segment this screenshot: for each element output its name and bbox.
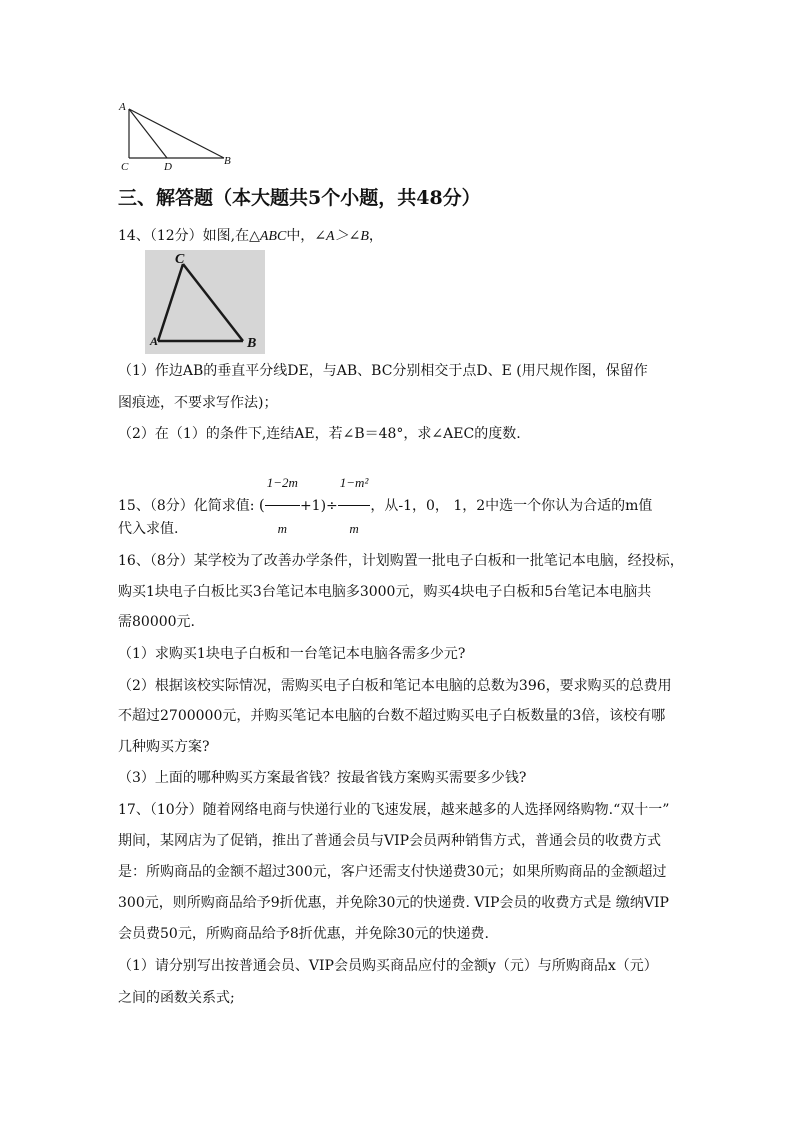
q16-line3: 需80000元.: [118, 614, 195, 630]
q15-frac1-den: m: [277, 521, 288, 536]
q14-condition: ∠A＞∠B: [314, 229, 369, 244]
q16-sub3: （3）上面的哪种购买方案最省钱？按最省钱方案购买需要多少钱?: [118, 770, 527, 786]
q14-fig-label-b: B: [247, 336, 257, 351]
q14-part1-line2: 图痕迹，不要求写作法)；: [118, 395, 278, 411]
q15-frac2-den: m: [349, 521, 359, 536]
q15-frac2-num: 1−m²: [338, 463, 371, 506]
q14-fig-label-a: A: [150, 334, 159, 348]
q16-sub2-line1: （2）根据该校实际情况，需购买电子白板和笔记本电脑的总数为396，要求购买的总费用: [118, 678, 672, 694]
q14-part2: （2）在（1）的条件下,连结AE，若∠B＝48°，求∠AEC的度数.: [118, 426, 521, 442]
q16-sub2-line3: 几种购买方案?: [118, 739, 210, 755]
fig1-label-d: D: [164, 161, 172, 173]
q15-fraction-1: [265, 463, 300, 549]
fig1-label-c: C: [121, 161, 129, 173]
q14-heading: [118, 229, 383, 244]
q14-head: 14、（12分）如图,在: [118, 228, 250, 244]
q15-line2: 代入求值.: [118, 521, 179, 537]
q17-line1: 17、（10分）随着网络电商与快递行业的飞速发展，越来越多的人选择网络购物.“双十一”: [118, 802, 670, 818]
q14-fig-label-c: C: [175, 252, 185, 267]
q16-sub2-line2: 不超过2700000元，并购买笔记本电脑的台数不超过购买电子白板数量的3倍，该校有哪: [118, 708, 666, 724]
fig1-label-b: B: [224, 155, 231, 167]
q15-fraction-2: [338, 463, 371, 549]
q15-plus: +1)÷: [299, 498, 338, 514]
q17-line5: 会员费50元，所购商品给予8折优惠，并免除30元的快递费.: [118, 926, 489, 942]
fig1-label-a: A: [119, 101, 126, 113]
q14-tail: ，: [368, 228, 383, 244]
q14-triangle-figure: [145, 250, 265, 354]
triangle-acb-figure: [118, 100, 238, 175]
q14-mid: 中，: [286, 228, 315, 244]
q17-sub1-line1: （1）请分别写出按普通会员、VIP会员购买商品应付的金额y（元）与所购商品x（元）: [118, 958, 658, 974]
section-title: 三、解答题（本大题共5个小题，共48分）: [118, 187, 481, 209]
q17-line2: 期间，某网店为了促销，推出了普通会员与VIP会员两种销售方式，普通会员的收费方式: [118, 833, 662, 849]
q16-line2: 购买1块电子白板比买3台笔记本电脑多3000元，购买4块电子白板和5台笔记本电脑共: [118, 584, 652, 600]
q14-triangle: △ABC: [249, 229, 287, 244]
q15-tail: ，从-1，0， 1，2中选一个你认为合适的m值: [370, 498, 653, 514]
q17-line3: 是：所购商品的金额不超过300元，客户还需支付快递费30元；如果所购商品的金额超过: [118, 864, 667, 880]
q14-part1-line1: （1）作边AB的垂直平分线DE，与AB、BC分别相交于点D、E (用尺规作图，保留作: [118, 363, 648, 379]
q16-sub1: （1）求购买1块电子白板和一台笔记本电脑各需多少元?: [118, 646, 466, 662]
q15-frac1-num: 1−2m: [265, 463, 300, 506]
q17-sub1-line2: 之间的函数关系式;: [118, 990, 235, 1006]
q15-head: 15、（8分）化简求值:: [118, 498, 255, 514]
q15-open-paren: (: [258, 496, 265, 514]
q17-line4: 300元，则所购商品给予9折优惠，并免除30元的快递费. VIP会员的收费方式是 缴纳VIP: [118, 895, 669, 911]
q16-line1: 16、（8分）某学校为了改善办学条件，计划购置一批电子白板和一批笔记本电脑，经投标，: [118, 553, 684, 569]
